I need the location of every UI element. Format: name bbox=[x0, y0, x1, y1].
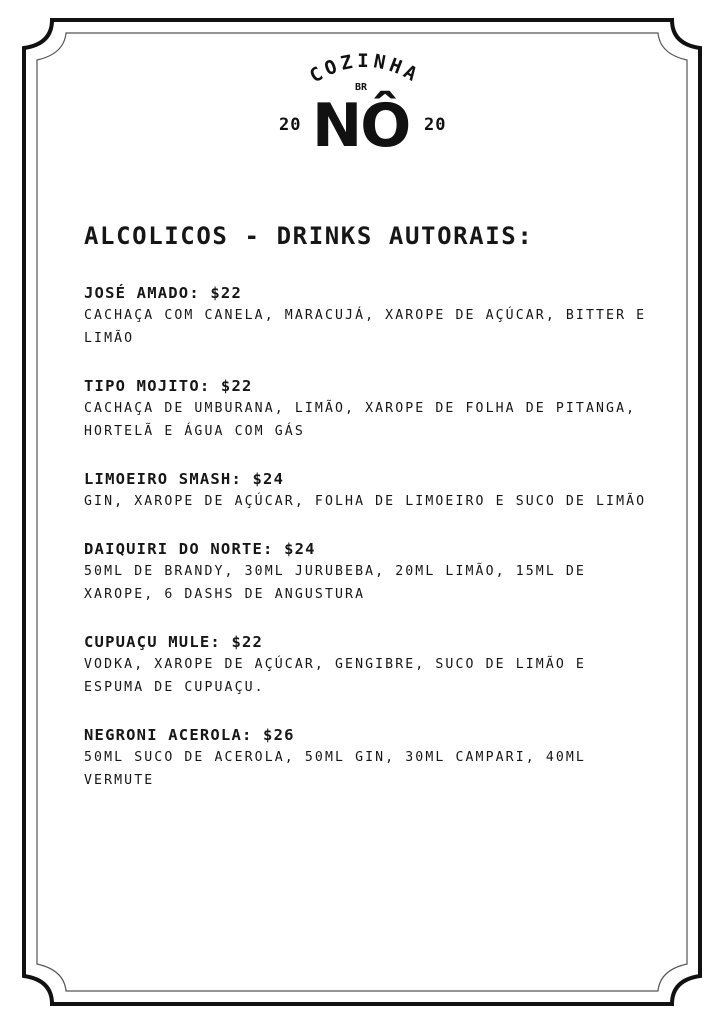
logo-sub: BR bbox=[355, 82, 368, 93]
drink-title: TIPO MOJITO: $22 bbox=[84, 377, 253, 396]
drink-description: CACHAÇA DE UMBURANA, LIMÃO, XAROPE DE FOLHA DE PITANGA, HORTELÃ E ÁGUA COM GÁS bbox=[84, 401, 637, 440]
menu-content bbox=[84, 223, 654, 817]
drink-item bbox=[84, 631, 654, 699]
drink-description: 50ML DE BRANDY, 30ML JURUBEBA, 20ML LIMÃO, 15ML DE XAROPE, 6 DASHS DE ANGUSTURA bbox=[84, 564, 586, 603]
logo-year-right: 20 bbox=[424, 115, 447, 135]
logo-arc-word: COZINHA bbox=[305, 50, 425, 88]
drink-item bbox=[84, 282, 654, 350]
drink-description: GIN, XAROPE DE AÇÚCAR, FOLHA DE LIMOEIRO E SUCO DE LIMÃO bbox=[84, 494, 647, 510]
drink-item bbox=[84, 724, 654, 792]
logo-year-left: 20 bbox=[279, 115, 302, 135]
drink-description: CACHAÇA COM CANELA, MARACUJÁ, XAROPE DE AÇÚCAR, BITTER E LIMÃO bbox=[84, 308, 647, 347]
drink-item bbox=[84, 375, 654, 443]
drink-item bbox=[84, 538, 654, 606]
drink-description: VODKA, XAROPE DE AÇÚCAR, GENGIBRE, SUCO DE LIMÃO E ESPUMA DE CUPUAÇU. bbox=[84, 657, 586, 696]
drink-description: 50ML SUCO DE ACEROLA, 50ML GIN, 30ML CAMPARI, 40ML VERMUTE bbox=[84, 750, 586, 789]
drink-item bbox=[84, 468, 654, 513]
logo-mark: NÔ bbox=[312, 91, 410, 161]
drink-title: JOSÉ AMADO: $22 bbox=[84, 284, 242, 303]
drink-title: DAIQUIRI DO NORTE: $24 bbox=[84, 540, 316, 559]
menu-heading: ALCOLICOS - DRINKS AUTORAIS: bbox=[84, 222, 534, 250]
drink-title: LIMOEIRO SMASH: $24 bbox=[84, 470, 285, 489]
drink-title: NEGRONI ACEROLA: $26 bbox=[84, 726, 295, 745]
drink-title: CUPUAÇU MULE: $22 bbox=[84, 633, 264, 652]
